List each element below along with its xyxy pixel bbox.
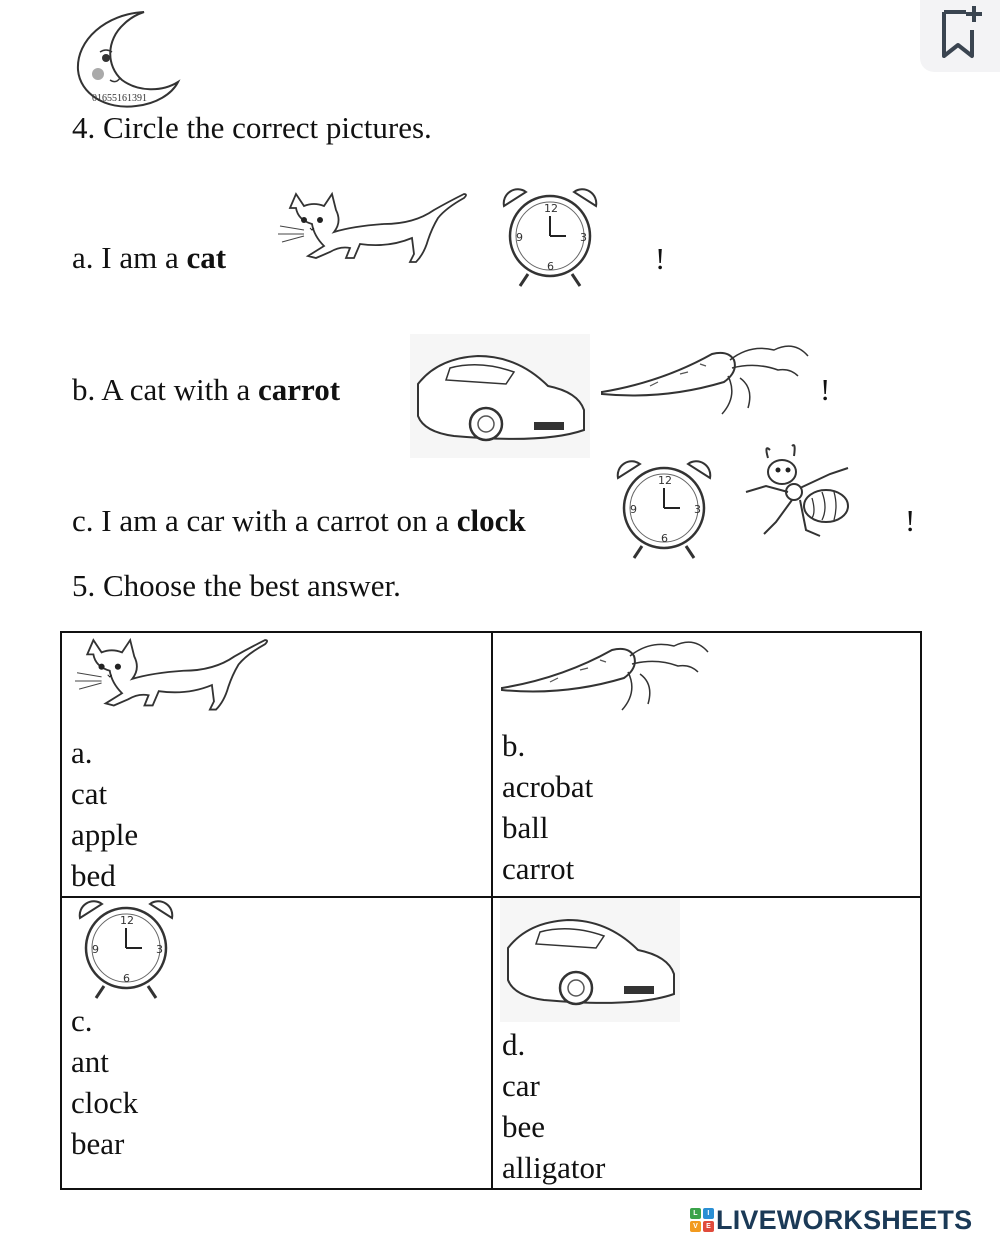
svg-text:12: 12: [120, 914, 134, 927]
cell-c-options: [71, 1000, 138, 1164]
svg-text:12: 12: [658, 474, 672, 487]
item-a-prefix: a. I am a: [72, 240, 187, 275]
item-b-sentence: [72, 374, 340, 405]
cat-picture-option[interactable]: [270, 190, 470, 282]
svg-text:9: 9: [92, 943, 99, 956]
svg-text:12: 12: [544, 202, 558, 215]
option-apple[interactable]: apple: [71, 817, 139, 852]
svg-text:6: 6: [661, 532, 668, 545]
liveworksheets-brand: LIVEWORKSHEETS: [716, 1205, 973, 1235]
item-b-prefix: b. A cat with a: [72, 372, 258, 407]
cell-d-letter: d.: [502, 1027, 526, 1062]
item-c-keyword: clock: [456, 503, 526, 538]
carrot-picture: [500, 632, 714, 718]
cell-c-letter: c.: [71, 1003, 93, 1038]
option-bee[interactable]: bee: [502, 1109, 546, 1144]
item-b-keyword: carrot: [257, 372, 341, 407]
item-c-exclamation: !: [905, 503, 916, 538]
question-4-title: 4. Circle the correct pictures.: [72, 110, 432, 145]
option-acrobat[interactable]: acrobat: [502, 769, 594, 804]
option-clock[interactable]: clock: [71, 1085, 139, 1120]
car-picture: [500, 898, 680, 1022]
cat-picture: [66, 636, 272, 730]
logo-phone-number: 01655161391: [92, 93, 147, 104]
liveworksheets-logo[interactable]: [690, 1205, 972, 1236]
option-ant[interactable]: ant: [71, 1044, 109, 1079]
grid-divider-vertical: [491, 631, 493, 1190]
cell-b-options: [502, 725, 593, 889]
car-picture-option[interactable]: [410, 334, 590, 458]
option-ball[interactable]: ball: [502, 810, 549, 845]
svg-text:6: 6: [123, 972, 130, 985]
item-a-keyword: cat: [186, 240, 227, 275]
clock-picture: [68, 896, 184, 1000]
cell-a-letter: a.: [71, 735, 93, 770]
option-bed[interactable]: bed: [71, 858, 116, 893]
option-car[interactable]: car: [502, 1068, 540, 1103]
svg-text:9: 9: [630, 503, 637, 516]
item-c-prefix: c. I am a car with a carrot on a: [72, 503, 457, 538]
item-c-sentence: [72, 505, 526, 536]
option-carrot[interactable]: carrot: [502, 851, 575, 886]
item-b-exclamation: !: [820, 372, 831, 407]
grid-divider-horizontal: [60, 896, 922, 898]
carrot-picture-option[interactable]: [600, 336, 814, 422]
cell-b-letter: b.: [502, 728, 526, 763]
option-cat[interactable]: cat: [71, 776, 108, 811]
clock-picture-option[interactable]: [606, 456, 722, 560]
liveworksheets-mark-icon: L I V E: [690, 1208, 714, 1232]
bookmark-button[interactable]: [920, 0, 1000, 72]
bookmark-plus-icon: [940, 4, 984, 60]
cell-d-options: [502, 1024, 605, 1188]
option-bear[interactable]: bear: [71, 1126, 125, 1161]
cell-a-options: [71, 732, 138, 896]
question-5-title: 5. Choose the best answer.: [72, 568, 401, 603]
svg-text:6: 6: [547, 260, 554, 273]
svg-text:3: 3: [694, 503, 701, 516]
option-alligator[interactable]: alligator: [502, 1150, 606, 1185]
svg-text:9: 9: [516, 231, 523, 244]
clock-picture-option[interactable]: [492, 184, 608, 288]
item-a-exclamation: !: [655, 241, 666, 276]
ant-picture-option[interactable]: [742, 442, 858, 552]
svg-text:3: 3: [156, 943, 163, 956]
item-a-sentence: [72, 242, 226, 273]
svg-text:3: 3: [580, 231, 587, 244]
